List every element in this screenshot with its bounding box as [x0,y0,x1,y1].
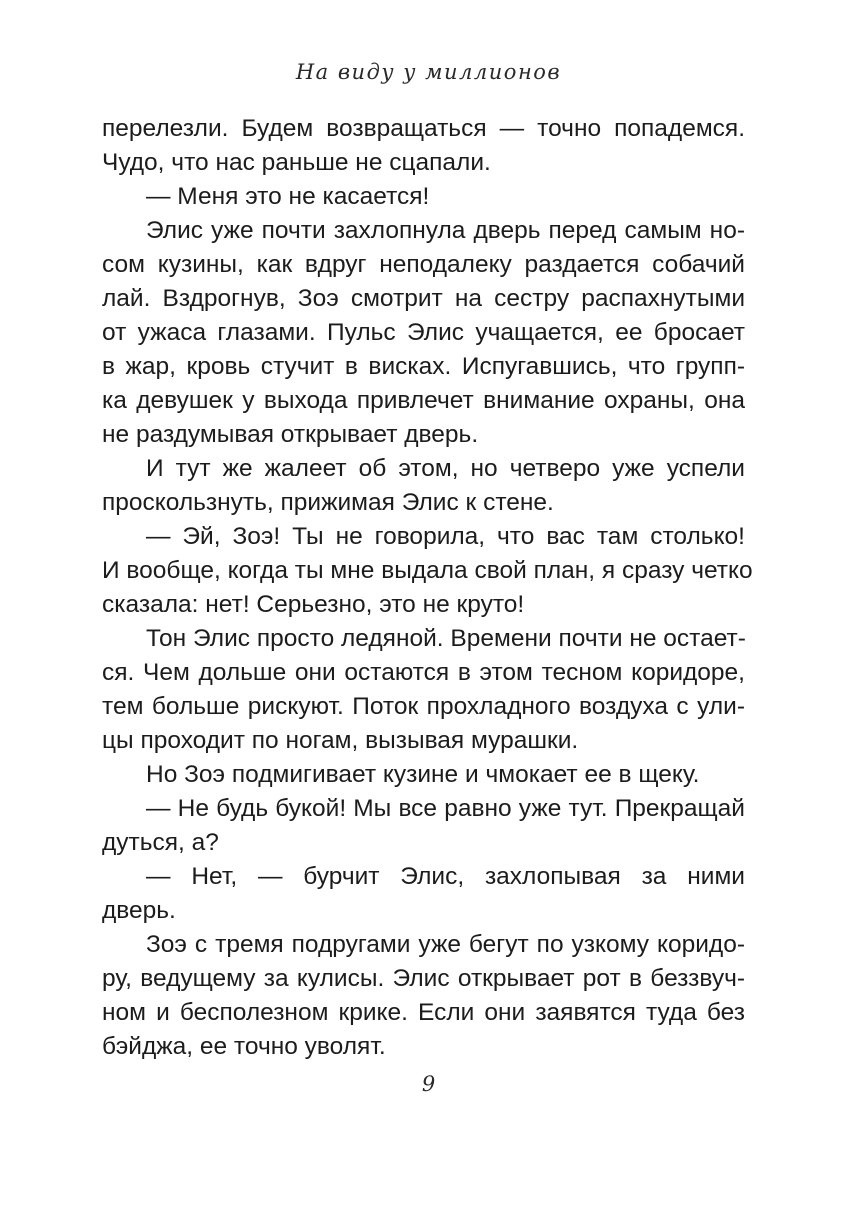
text-line: — Не будь букой! Мы все равно уже тут. Прекращай [146,795,745,822]
text-line: — Эй, Зоэ! Ты не говорила, что вас там столько! [146,523,745,550]
text-line: дуться, а? [102,829,219,856]
text-line: И тут же жалеет об этом, но четверо уже успели [146,455,745,482]
text-line: И вообще, когда ты мне выдала свой план, я сразу четко [102,557,753,584]
text-line: ся. Чем дольше они остаются в этом тесном коридоре, [102,659,745,686]
text-line: Тон Элис просто ледяной. Времени почти не остает- [146,625,746,652]
text-line: ка девушек у выхода привлечет внимание охраны, она [102,387,745,414]
text-line: Элис уже почти захлопнула дверь перед самым но- [146,217,745,244]
text-line: — Меня это не касается! [146,183,430,210]
running-head: На виду у миллионов [295,60,562,84]
text-line: проскользнуть, прижимая Элис к стене. [102,489,554,516]
text-line: Но Зоэ подмигивает кузине и чмокает ее в щеку. [146,761,700,788]
text-line: бэйджа, ее точно уволят. [102,1033,386,1060]
text-line: Зоэ с тремя подругами уже бегут по узкому коридо- [146,931,745,958]
text-line: сом кузины, как вдруг неподалеку раздается собачий [102,251,745,278]
text-line: лай. Вздрогнув, Зоэ смотрит на сестру распахнутыми [102,285,745,312]
text-line: ру, ведущему за кулисы. Элис открывает рот в беззвуч- [102,965,745,992]
text-line: перелезли. Будем возвращаться — точно попадемся. [102,115,745,142]
page-number: 9 [421,1072,436,1096]
text-line: сказала: нет! Серьезно, это не круто! [102,591,525,618]
text-line: дверь. [102,897,176,924]
text-line: цы проходит по ногам, вызывая мурашки. [102,727,579,754]
text-line: ном и бесполезном крике. Если они заявятся туда без [102,999,745,1026]
text-line: не раздумывая открывает дверь. [102,421,479,448]
text-line: от ужаса глазами. Пульс Элис учащается, ее бросает [102,319,745,346]
text-line: в жар, кровь стучит в висках. Испугавшись, что групп- [102,353,745,380]
text-line: Чудо, что нас раньше не сцапали. [102,149,491,176]
text-line: — Нет, — бурчит Элис, захлопывая за ними [146,863,745,890]
text-line: тем больше рискуют. Поток прохладного воздуха с ули- [102,693,745,720]
body-text [102,112,753,1064]
